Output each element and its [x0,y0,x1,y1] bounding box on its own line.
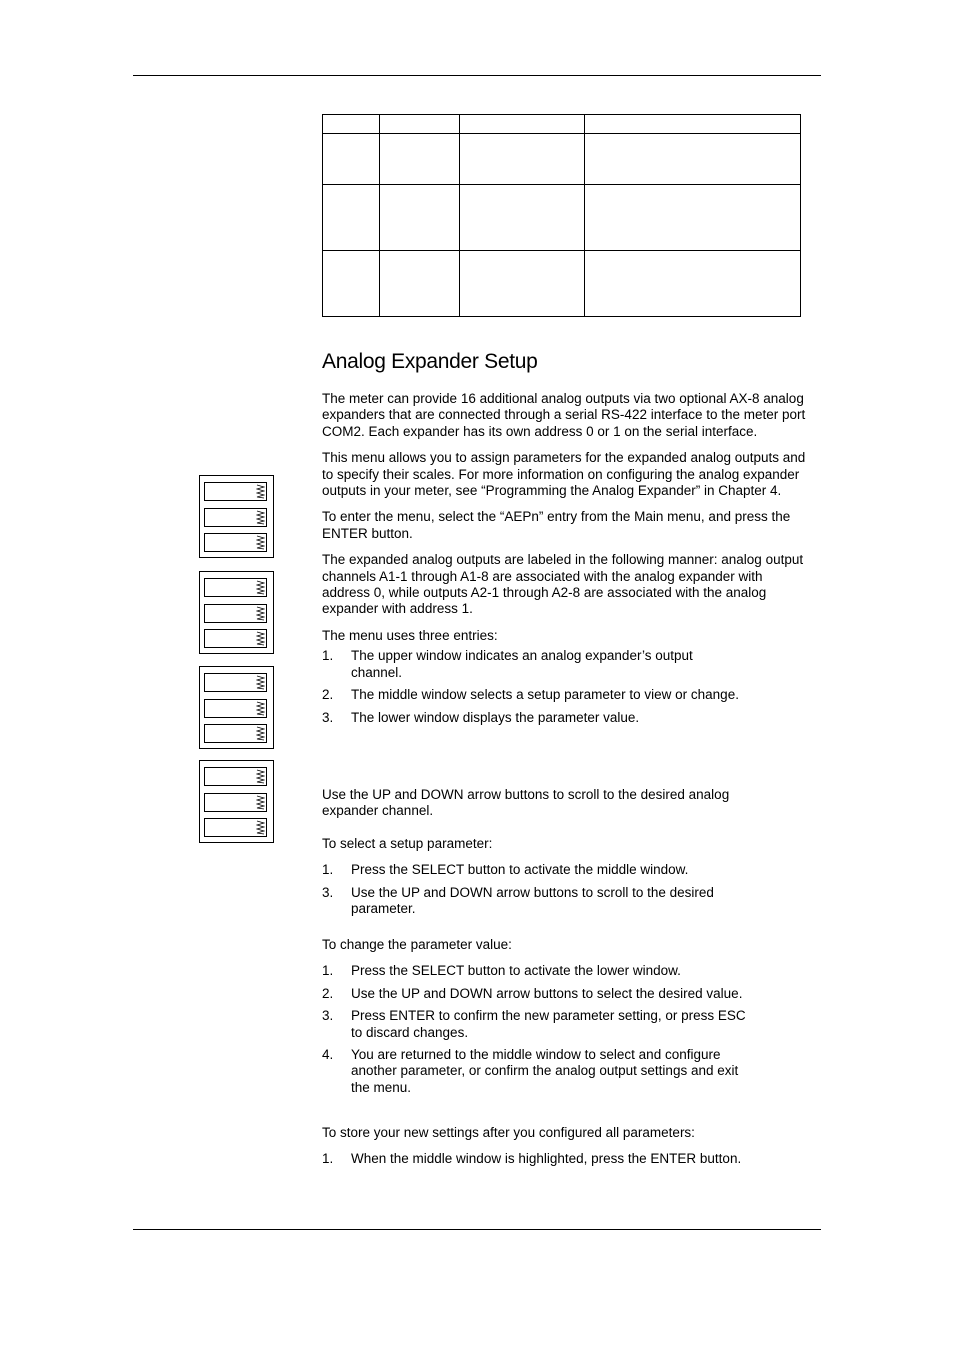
table-cell [460,134,585,185]
table-cell [460,115,585,134]
table-cell [323,251,380,317]
lower-window [204,818,267,837]
procedure-heading: To store your new settings after you configured all parameters: [322,1125,695,1140]
paragraph: The menu uses three entries: [322,627,498,643]
segment-indicator-icon [256,606,265,621]
list-number: 1. [322,648,334,664]
segment-indicator-icon [256,769,265,784]
segment-indicator-icon [256,631,265,646]
table-cell [323,115,380,134]
list-text: You are returned to the middle window to select and configure another parameter, or confirm the analog output settings and exit the menu. [351,1047,739,1095]
list-item [322,862,746,878]
list-item [322,1008,746,1041]
select-block [322,836,812,924]
list-text: The upper window indicates an analog expander’s output channel. [351,648,693,680]
list-number: 2. [322,687,334,703]
store-block [322,1125,812,1174]
list-item [322,1047,746,1096]
segment-indicator-icon [256,795,265,810]
table-cell [585,115,801,134]
list-text: The lower window displays the parameter value. [351,709,640,725]
segment-indicator-icon [256,484,265,499]
list-text: Press the SELECT button to activate the lower window. [351,963,681,979]
lower-window [204,629,267,648]
segment-indicator-icon [256,726,265,741]
upper-window [204,673,267,692]
upper-window [204,482,267,501]
table-cell [380,115,460,134]
list-number: 2. [322,985,334,1001]
footer-rule [133,1229,821,1230]
section-title: Analog Expander Setup [322,350,538,373]
segment-indicator-icon [256,510,265,525]
lower-window [204,724,267,743]
list-item [322,710,746,726]
upper-window [204,578,267,597]
display-illustration [199,571,274,654]
table-cell [380,251,460,317]
table-cell [460,251,585,317]
list-text: Use the UP and DOWN arrow buttons to scroll to the desired parameter. [351,884,714,917]
display-illustration [199,760,274,843]
list-item [322,885,746,918]
list-text: Press ENTER to confirm the new parameter setting, or press ESC to discard changes. [351,1008,746,1040]
middle-window [204,604,267,623]
procedure-heading: To select a setup parameter: [322,836,493,851]
scroll-paragraph: Use the UP and DOWN arrow buttons to scroll to the desired analog expander channel. [322,787,730,819]
lower-window [204,533,267,552]
paragraph: This menu allows you to assign parameters for the expanded analog outputs and to specify their scales. For more information on configuring the analog expander outputs in your meter, see “Programming the Analog Expander” in Chapter 4. [322,450,806,499]
table-cell [380,134,460,185]
table-cell [585,251,801,317]
list-number: 3. [322,709,334,725]
paragraph: The expanded analog outputs are labeled in the following manner: analog output channels A1-1 through A1-8 are associated with the analog expander with address 0, while outputs A2-1 through A2-8 are associated with the analog expander with address 1. [322,552,804,617]
segment-indicator-icon [256,535,265,550]
table-header-row [323,115,801,134]
table-cell [323,185,380,251]
intro-block [322,391,812,732]
table-row [323,134,801,185]
header-rule [133,75,821,76]
list-item [322,963,746,979]
table-cell [323,134,380,185]
procedure-heading: To change the parameter value: [322,937,512,952]
list-item [322,1151,746,1167]
list-item [322,687,746,703]
parameter-table [322,114,801,317]
list-number: 1. [322,963,334,979]
list-text: When the middle window is highlighted, press the ENTER button. [351,1151,742,1167]
table-cell [585,134,801,185]
segment-indicator-icon [256,675,265,690]
display-illustration [199,475,274,558]
segment-indicator-icon [256,580,265,595]
list-number: 3. [322,884,334,900]
list-number: 3. [322,1008,334,1024]
table-cell [380,185,460,251]
table-cell [585,185,801,251]
segment-indicator-icon [256,820,265,835]
middle-window [204,793,267,812]
table-row [323,251,801,317]
change-block [322,937,812,1102]
middle-window [204,699,267,718]
table-row [323,185,801,251]
list-text: Use the UP and DOWN arrow buttons to select the desired value. [351,985,743,1001]
list-item [322,986,746,1002]
list-number: 4. [322,1047,334,1063]
paragraph: To enter the menu, select the “AEPn” entry from the Main menu, and press the ENTER button. [322,509,791,541]
list-number: 1. [322,862,334,878]
list-text: Press the SELECT button to activate the middle window. [351,862,689,878]
upper-window [204,767,267,786]
middle-window [204,508,267,527]
list-item [322,648,746,681]
list-text: The middle window selects a setup parameter to view or change. [351,687,739,703]
paragraph: The meter can provide 16 additional analog outputs via two optional AX-8 analog expanders that are connected through a serial RS-422 interface to the meter port COM2. Each expander has its own address 0 or 1 on the serial interface. [322,391,806,439]
list-number: 1. [322,1151,334,1167]
table-cell [460,185,585,251]
display-illustration [199,666,274,749]
segment-indicator-icon [256,701,265,716]
